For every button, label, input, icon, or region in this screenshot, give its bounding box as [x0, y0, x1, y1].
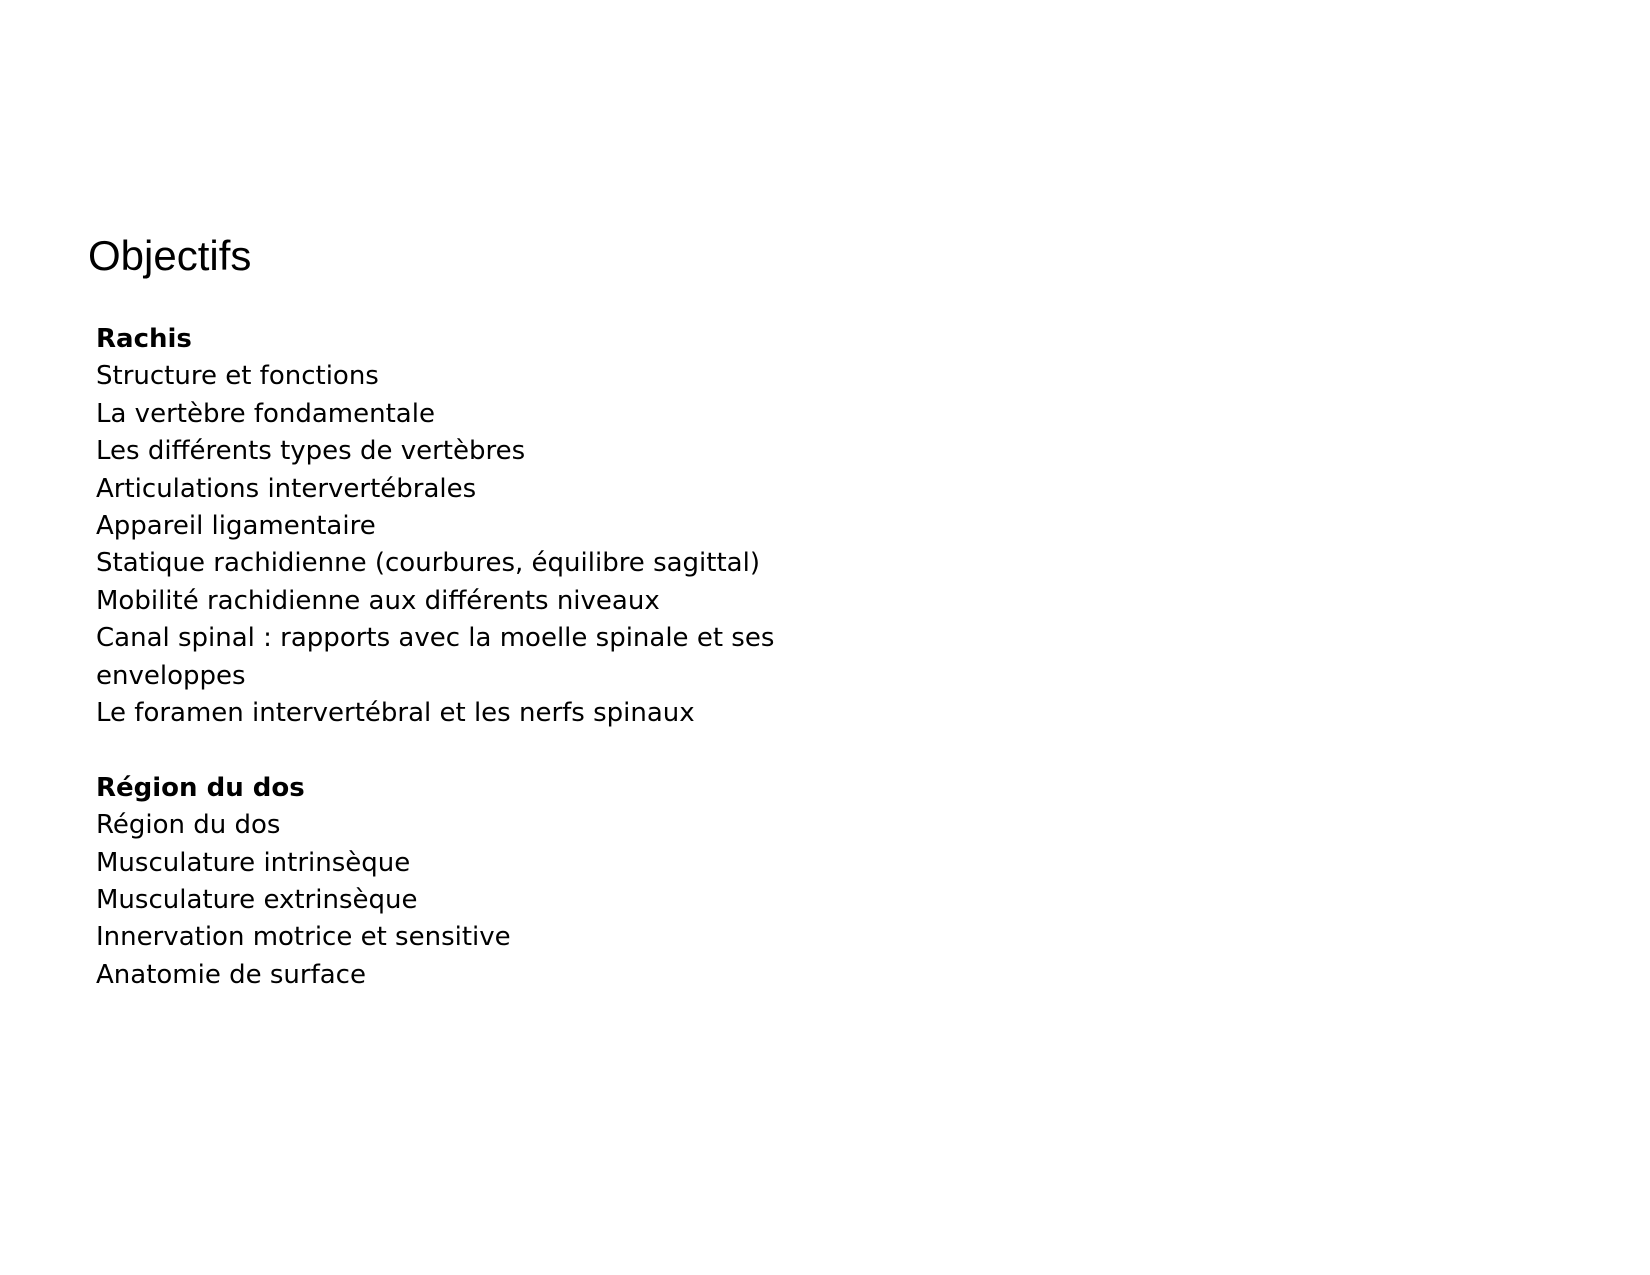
slide-title: Objectifs — [88, 232, 252, 279]
objective-item: Les différents types de vertèbres — [96, 436, 526, 467]
slide-content — [96, 321, 776, 994]
objective-item: Statique rachidienne (courbures, équilibre sagittal) — [96, 548, 760, 579]
objective-item: Musculature intrinsèque — [96, 847, 411, 878]
objective-item: Articulations intervertébrales — [96, 473, 477, 504]
objective-item: Canal spinal : rapports avec la moelle spinale et ses enveloppes — [96, 623, 775, 691]
section-heading: Région du dos — [96, 772, 305, 803]
objectives-list — [96, 807, 776, 994]
objective-item: Le foramen intervertébral et les nerfs spinaux — [96, 698, 695, 729]
objective-item: Structure et fonctions — [96, 361, 379, 392]
objective-item: Innervation motrice et sensitive — [96, 922, 511, 953]
objective-item: La vertèbre fondamentale — [96, 398, 435, 429]
objective-item: Région du dos — [96, 810, 281, 841]
objectives-list — [96, 358, 776, 732]
section-heading: Rachis — [96, 324, 192, 354]
objective-item: Musculature extrinsèque — [96, 885, 418, 916]
section-region-du-dos — [96, 770, 776, 994]
objective-item: Appareil ligamentaire — [96, 511, 376, 542]
section-rachis — [96, 321, 776, 732]
objective-item: Anatomie de surface — [96, 959, 366, 990]
objective-item: Mobilité rachidienne aux différents niveaux — [96, 585, 660, 616]
